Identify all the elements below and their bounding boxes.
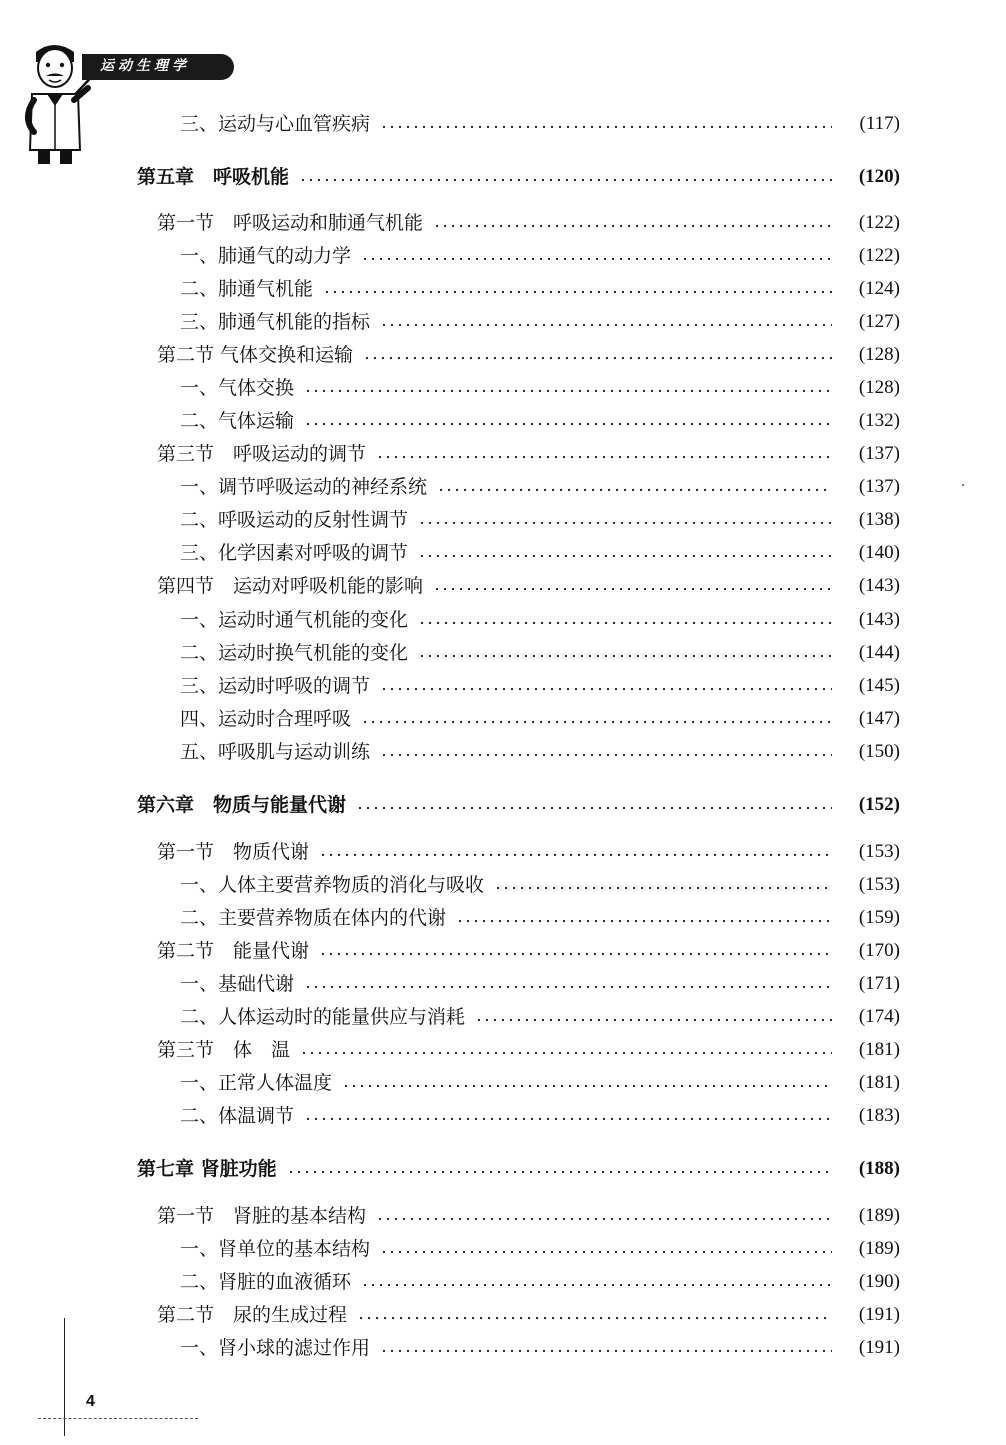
toc-entry-page: (189)	[858, 1238, 900, 1259]
toc-entry-title: 第二节 能量代谢	[157, 940, 310, 962]
toc-entry-title: 三、肺通气机能的指标	[180, 311, 371, 333]
toc-entry-page: (190)	[858, 1271, 900, 1292]
toc-entry-item	[0, 1102, 1006, 1130]
toc-leader-dots	[437, 473, 832, 501]
toc-entry-item	[0, 374, 1006, 402]
toc-entry-title: 三、化学因素对呼吸的调节	[180, 542, 409, 564]
toc-entry-item	[0, 904, 1006, 932]
toc-entry-page: (122)	[858, 212, 900, 233]
toc-entry-item	[0, 1334, 1006, 1362]
toc-leader-dots	[319, 838, 832, 866]
toc-entry-title: 二、体温调节	[180, 1105, 295, 1127]
toc-entry-section	[0, 937, 1006, 965]
toc-entry-title: 一、正常人体温度	[180, 1072, 333, 1094]
toc-entry-title: 第七章 肾脏功能	[137, 1158, 277, 1180]
toc-leader-dots	[319, 937, 832, 965]
toc-leader-dots	[363, 341, 832, 369]
toc-entry-title: 二、肾脏的血液循环	[180, 1271, 352, 1293]
toc-entry-page: (120)	[858, 166, 900, 187]
toc-leader-dots	[323, 275, 832, 303]
toc-entry-page: (137)	[858, 476, 900, 497]
toc-leader-dots	[433, 209, 832, 237]
toc-entry-title: 第三节 呼吸运动的调节	[157, 443, 367, 465]
toc-entry-section	[0, 1202, 1006, 1230]
toc-entry-item	[0, 672, 1006, 700]
toc-entry-section	[0, 838, 1006, 866]
toc-entry-item	[0, 1268, 1006, 1296]
toc-entry-title: 第一节 肾脏的基本结构	[157, 1205, 367, 1227]
toc-entry-title: 二、肺通气机能	[180, 278, 314, 300]
toc-leader-dots	[380, 308, 832, 336]
toc-entry-title: 四、运动时合理呼吸	[180, 708, 352, 730]
toc-entry-page: (147)	[858, 708, 900, 729]
toc-entry-page: (191)	[858, 1337, 900, 1358]
toc-leader-dots	[380, 738, 832, 766]
toc-entry-section	[0, 341, 1006, 369]
toc-entry-page: (137)	[858, 443, 900, 464]
toc-entry-item	[0, 473, 1006, 501]
toc-entry-page: (132)	[858, 410, 900, 431]
toc-entry-item	[0, 242, 1006, 270]
toc-entry-section	[0, 1036, 1006, 1064]
toc-entry-item	[0, 407, 1006, 435]
toc-entry-page: (144)	[858, 642, 900, 663]
toc-entry-page: (171)	[858, 973, 900, 994]
toc-entry-page: (181)	[858, 1039, 900, 1060]
toc-entry-page: (145)	[858, 675, 900, 696]
toc-leader-dots	[494, 871, 832, 899]
toc-entry-item	[0, 110, 1006, 138]
toc-entry-title: 一、肾单位的基本结构	[180, 1238, 371, 1260]
toc-leader-dots	[376, 440, 832, 468]
toc-entry-item	[0, 506, 1006, 534]
toc-leader-dots	[304, 970, 832, 998]
toc-entry-item	[0, 1003, 1006, 1031]
toc-entry-section	[0, 572, 1006, 600]
toc-entry-title: 第五章 呼吸机能	[137, 166, 290, 188]
toc-entry-page: (189)	[858, 1205, 900, 1226]
toc-entry-item	[0, 705, 1006, 733]
toc-entry-page: (128)	[858, 377, 900, 398]
toc-entry-title: 第四节 运动对呼吸机能的影响	[157, 575, 424, 597]
toc-entry-page: (117)	[859, 113, 900, 134]
toc-entry-title: 三、运动时呼吸的调节	[180, 675, 371, 697]
toc-leader-dots	[418, 539, 832, 567]
toc-entry-chapter	[0, 1155, 1006, 1183]
toc-leader-dots	[361, 242, 832, 270]
toc-entry-item	[0, 1069, 1006, 1097]
toc-leader-dots	[357, 1301, 832, 1329]
toc-entry-page: (183)	[858, 1105, 900, 1126]
toc-entry-title: 二、气体运输	[180, 410, 295, 432]
scan-speck	[962, 484, 964, 486]
toc-entry-title: 一、人体主要营养物质的消化与吸收	[180, 874, 485, 896]
toc-entry-page: (153)	[858, 841, 900, 862]
toc-entry-item	[0, 871, 1006, 899]
toc-entry-page: (124)	[858, 278, 900, 299]
toc-entry-title: 二、呼吸运动的反射性调节	[180, 509, 409, 531]
toc-entry-page: (181)	[858, 1072, 900, 1093]
toc-leader-dots	[376, 1202, 832, 1230]
toc-entry-page: (143)	[858, 575, 900, 596]
toc-leader-dots	[433, 572, 832, 600]
toc-leader-dots	[287, 1155, 832, 1183]
toc-entry-item	[0, 1235, 1006, 1263]
toc-leader-dots	[304, 1102, 832, 1130]
toc-entry-section	[0, 1301, 1006, 1329]
toc-entry-title: 第二节 气体交换和运输	[157, 344, 354, 366]
toc-entry-title: 一、肾小球的滤过作用	[180, 1337, 371, 1359]
toc-entry-page: (191)	[858, 1304, 900, 1325]
toc-entry-page: (188)	[858, 1158, 900, 1179]
toc-leader-dots	[418, 639, 832, 667]
toc-entry-title: 一、调节呼吸运动的神经系统	[180, 476, 428, 498]
toc-leader-dots	[304, 407, 832, 435]
toc-entry-page: (153)	[858, 874, 900, 895]
toc-leader-dots	[361, 705, 832, 733]
toc-leader-dots	[299, 163, 832, 191]
toc-entry-title: 一、基础代谢	[180, 973, 295, 995]
toc-entry-title: 第二节 尿的生成过程	[157, 1304, 348, 1326]
toc-leader-dots	[418, 606, 832, 634]
toc-entry-page: (174)	[858, 1006, 900, 1027]
toc-leader-dots	[456, 904, 832, 932]
footer-rule	[38, 1418, 198, 1419]
toc-entry-title: 二、人体运动时的能量供应与消耗	[180, 1006, 466, 1028]
toc-entry-chapter	[0, 163, 1006, 191]
toc-leader-dots	[361, 1268, 832, 1296]
toc-leader-dots	[380, 1334, 832, 1362]
toc-entry-title: 第六章 物质与能量代谢	[137, 794, 347, 816]
toc-entry-section	[0, 440, 1006, 468]
toc-leader-dots	[304, 374, 832, 402]
toc-entry-title: 第一节 物质代谢	[157, 841, 310, 863]
toc-entry-page: (122)	[858, 245, 900, 266]
toc-entry-title: 第一节 呼吸运动和肺通气机能	[157, 212, 424, 234]
toc-leader-dots	[475, 1003, 832, 1031]
toc-leader-dots	[380, 672, 832, 700]
toc-leader-dots	[342, 1069, 832, 1097]
toc-entry-title: 一、运动时通气机能的变化	[180, 609, 409, 631]
toc-entry-page: (138)	[858, 509, 900, 530]
toc-entry-item	[0, 308, 1006, 336]
toc-entry-page: (140)	[858, 542, 900, 563]
toc-leader-dots	[418, 506, 832, 534]
toc-leader-dots	[380, 110, 832, 138]
toc-entry-title: 第三节 体 温	[157, 1039, 291, 1061]
page-number: 4	[86, 1393, 95, 1410]
toc-entry-title: 二、主要营养物质在体内的代谢	[180, 907, 447, 929]
toc-leader-dots	[356, 791, 832, 819]
toc-entry-title: 三、运动与心血管疾病	[180, 113, 371, 135]
toc-entry-chapter	[0, 791, 1006, 819]
toc-entry-title: 五、呼吸肌与运动训练	[180, 741, 371, 763]
toc-entry-page: (128)	[858, 344, 900, 365]
toc-entry-page: (159)	[858, 907, 900, 928]
toc-entry-item	[0, 606, 1006, 634]
toc-entry-title: 一、气体交换	[180, 377, 295, 399]
toc-leader-dots	[300, 1036, 832, 1064]
toc-entry-page: (127)	[858, 311, 900, 332]
toc-entry-item	[0, 970, 1006, 998]
toc-entry-item	[0, 639, 1006, 667]
toc-entry-section	[0, 209, 1006, 237]
book-title: 运动生理学	[100, 58, 190, 74]
toc-entry-item	[0, 738, 1006, 766]
toc-entry-title: 一、肺通气的动力学	[180, 245, 352, 267]
toc-entry-item	[0, 539, 1006, 567]
toc-entry-title: 二、运动时换气机能的变化	[180, 642, 409, 664]
toc-entry-page: (170)	[858, 940, 900, 961]
toc-entry-page: (143)	[858, 609, 900, 630]
toc-leader-dots	[380, 1235, 832, 1263]
toc-entry-item	[0, 275, 1006, 303]
toc-entry-page: (152)	[858, 794, 900, 815]
toc-entry-page: (150)	[858, 741, 900, 762]
